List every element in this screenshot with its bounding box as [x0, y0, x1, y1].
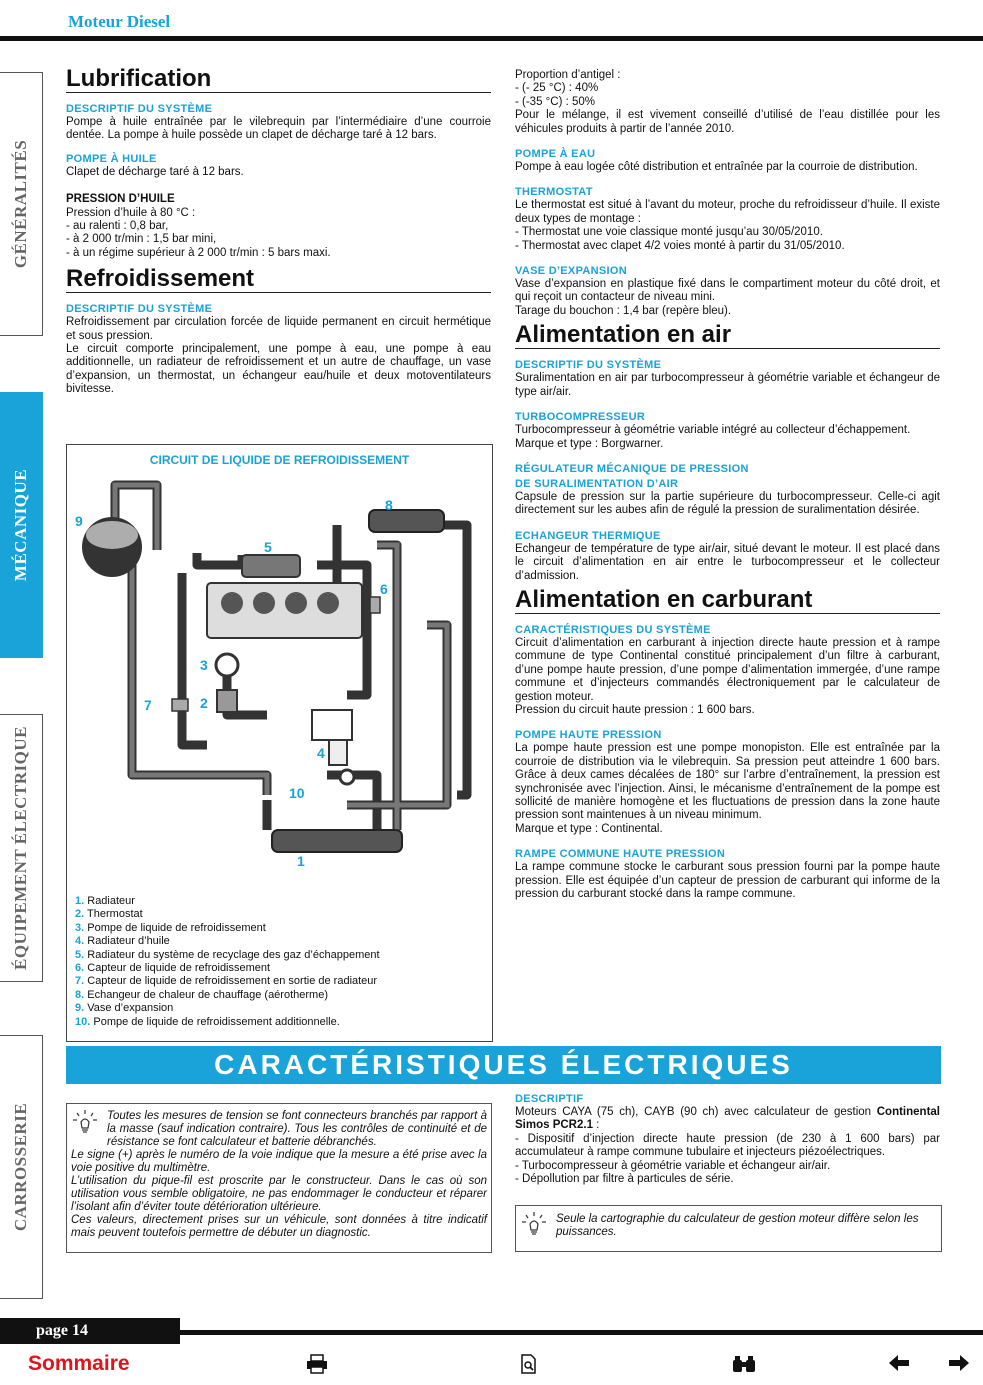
note-line: L’utilisation du pique-fil est proscrite par le constructeur. Dans le cas où son utilisation vous semble obligatoire, ne pas endommager le conducteur et réparer l’isolant afin d’éviter toute détérioration ultérieure.	[71, 1175, 487, 1213]
subheading: DE SURALIMENTATION D’AIR	[515, 477, 679, 490]
legend-item: 8. Echangeur de chaleur de chauffage (aérotherme)	[75, 988, 328, 1001]
electrical-description	[515, 1091, 940, 1186]
callout-4: 4	[317, 745, 325, 761]
paragraph: Suralimentation en air par turbocompresseur à géométrie variable et échangeur de type air/air.	[515, 372, 940, 398]
paragraph: - Dispositif d’injection directe haute pression (de 230 à 1 600 bars) par accumulateur à rampe commune tubulaire et injecteurs piézoélectriques.	[515, 1132, 940, 1159]
paragraph: Echangeur de température de type air/air, situé devant le moteur. Il est placé dans le circuit d’alimentation en air entre le turbocompresseur et le collecteur d’admission.	[515, 542, 940, 582]
section-banner: CARACTÉRISTIQUES ÉLECTRIQUES	[66, 1046, 941, 1084]
left-column	[66, 66, 491, 397]
legend-item: 5. Radiateur du système de recyclage des gaz d’échappement	[75, 948, 380, 961]
section-title-alimentation-carburant: Alimentation en carburant	[515, 587, 940, 614]
egr-cooler-shape	[242, 555, 300, 577]
legend-item: 4. Radiateur d’huile	[75, 935, 170, 948]
line: - au ralenti : 0,8 bar,	[66, 220, 169, 233]
legend-item: 9. Vase d’expansion	[75, 1002, 174, 1015]
section-title-alimentation-air: Alimentation en air	[515, 322, 940, 349]
subheading: CARACTÉRISTIQUES DU SYSTÈME	[515, 623, 711, 636]
legend-item: 2. Thermostat	[75, 908, 143, 921]
callout-1: 1	[297, 853, 305, 869]
legend-item: 3. Pompe de liquide de refroidissement	[75, 921, 266, 934]
paragraph: La rampe commune stocke le carburant sous pression fourni par la pompe haute pression. Elle est équipée d’un capteur de pression de carburant qui informe de la pression du carburant stocké dans la rampe commune.	[515, 861, 940, 901]
line: - Turbocompresseur à géométrie variable et échangeur air/air.	[515, 1159, 831, 1172]
subheading: VASE D’EXPANSION	[515, 265, 627, 278]
callout-3: 3	[200, 657, 208, 673]
subheading: PRESSION D’HUILE	[66, 193, 175, 206]
paragraph: La pompe haute pression est une pompe monopiston. Elle est entraînée par la courroie de distribution via le vilebrequin. Sa pression peut atteindre 1 600 bars. Grâce à deux cames décalées de 180° sur l’arbre d’entraînement, la pression est synchronisée avec l’injection. Ainsi, le mécanisme d’entraînement de la pompe est sollicité de manière homogène et les fluctuations de pression dans la zone haute pression sont maintenues à un niveau minimum.	[515, 742, 940, 822]
paragraph: Clapet de décharge taré à 12 bars.	[66, 165, 244, 178]
subheading: TURBOCOMPRESSEUR	[515, 411, 646, 424]
legend-item: 1. Radiateur	[75, 895, 135, 907]
line: Tarage du bouchon : 1,4 bar (repère bleu).	[515, 304, 732, 317]
line: - (- 25 °C) : 40%	[515, 82, 599, 95]
legend-item: 7. Capteur de liquide de refroidissement en sortie de radiateur	[75, 975, 378, 988]
line: - Dépollution par filtre à particules de série.	[515, 1173, 734, 1186]
line: Proportion d’antigel :	[515, 69, 621, 81]
subheading: DESCRIPTIF DU SYSTÈME	[66, 103, 213, 115]
line: Marque et type : Continental.	[515, 822, 663, 835]
legend-item: 10. Pompe de liquide de refroidissement additionnelle.	[75, 1015, 340, 1028]
cooling-circuit-figure	[66, 444, 493, 1042]
paragraph: Pompe à eau logée côté distribution et entraînée par la courroie de distribution.	[515, 161, 918, 174]
arrow-left-icon[interactable]	[888, 1354, 910, 1378]
line: Pression du circuit haute pression : 1 600 bars.	[515, 703, 755, 716]
info-note	[515, 1205, 942, 1252]
tab-label: CARROSSERIE	[11, 1102, 30, 1232]
note-line: Ces valeurs, directement prises sur un véhicule, sont données à titre indicatif mais peuvent toutefois permettre de débuter un diagnostic.	[71, 1214, 487, 1239]
subheading: POMPE HAUTE PRESSION	[515, 729, 662, 742]
callout-7: 7	[144, 697, 152, 713]
paragraph: Capsule de pression sur la partie supérieure du turbocompresseur. Celle-ci agit directement sur les aubes afin de régulé la pression de suralimentation désirée.	[515, 490, 940, 517]
paragraph: Moteurs CAYA (75 ch), CAYB (90 ch) avec calculateur de gestion Continental Simos PCR2.1 :	[515, 1106, 940, 1132]
subheading: THERMOSTAT	[515, 186, 593, 199]
oil-cooler-shape	[312, 710, 352, 740]
subheading: DESCRIPTIF	[515, 1093, 584, 1105]
paragraph: Refroidissement par circulation forcée de liquide permanent en circuit hermétique et sous pression.	[66, 316, 491, 342]
paragraph: Pompe à huile entraînée par le vilebrequin par l’intermédiaire d’une courroie dentée. La pompe à huile possède un clapet de décharge taré à 12 bars.	[66, 116, 491, 142]
line: - Thermostat avec clapet 4/2 voies monté à partir du 31/05/2010.	[515, 239, 845, 252]
header-rule	[0, 36, 983, 41]
callout-9: 9	[75, 513, 83, 529]
line: - à 2 000 tr/min : 1,5 bar mini,	[66, 233, 217, 246]
figure-title: CIRCUIT DE LIQUIDE DE REFROIDISSEMENT	[149, 453, 410, 467]
line: - Thermostat une voie classique monté jusqu’au 30/05/2010.	[515, 226, 823, 239]
printer-icon[interactable]	[306, 1354, 328, 1380]
tab-equipement-electrique[interactable]	[0, 714, 43, 982]
callout-6: 6	[380, 581, 388, 597]
heater-core-shape	[369, 510, 444, 532]
sommaire-link[interactable]: Sommaire	[28, 1352, 130, 1375]
binoculars-icon[interactable]	[731, 1354, 757, 1380]
subheading: ECHANGEUR THERMIQUE	[515, 529, 661, 542]
tab-label: ÉQUIPEMENT ÉLECTRIQUE	[11, 726, 30, 970]
tab-label: GÉNÉRALITÉS	[11, 139, 30, 269]
line: Turbocompresseur à géométrie variable intégré au collecteur d’échappement.	[515, 424, 911, 437]
line: Pression d’huile à 80 °C :	[66, 206, 196, 219]
cooling-circuit-diagram	[67, 445, 492, 885]
callout-8: 8	[385, 497, 393, 513]
note-line: Toutes les mesures de tension se font connecteurs branchés par rapport à la masse (sauf indication contraire). Tous les contrôles de continuité et de résistance se font calculateur et batterie débranchés.	[107, 1110, 487, 1148]
subheading: POMPE À EAU	[515, 148, 596, 161]
paragraph: Le thermostat est situé à l’avant du moteur, proche du refroidisseur d’huile. Il existe deux types de montage :	[515, 199, 940, 225]
paragraph: Vase d’expansion en plastique fixé dans le compartiment moteur du côté droit, et qui reçoit un contacteur de niveau mini.	[515, 278, 940, 304]
paragraph: Le circuit comporte principalement, une pompe à eau, une pompe à eau additionnelle, un radiateur de refroidissement et un autre de chauffage, un vase d’expansion, un thermostat, un échangeur eau/huile et deux motoventilateurs bivitesse.	[66, 343, 491, 396]
note-line: Seule la cartographie du calculateur de gestion moteur diffère selon les puissances.	[556, 1213, 919, 1238]
tab-generalites[interactable]	[0, 72, 43, 336]
subheading: DESCRIPTIF DU SYSTÈME	[66, 303, 213, 316]
line: - à un régime supérieur à 2 000 tr/min : 5 bars maxi.	[66, 246, 331, 259]
callout-10: 10	[289, 785, 305, 801]
section-title-refroidissement: Refroidissement	[66, 266, 491, 293]
figure-legend	[75, 895, 380, 1029]
water-pump-shape	[216, 654, 238, 676]
section-title-lubrification: Lubrification	[66, 66, 491, 93]
tab-mecanique[interactable]	[0, 392, 43, 658]
warning-note	[66, 1103, 492, 1253]
right-column	[515, 69, 940, 901]
callout-5: 5	[264, 539, 272, 555]
page-number: page 14	[0, 1318, 180, 1344]
tab-label: MÉCANIQUE	[11, 468, 30, 582]
subheading: POMPE À HUILE	[66, 152, 157, 165]
legend-item: 6. Capteur de liquide de refroidissement	[75, 962, 271, 975]
paragraph: Circuit d’alimentation en carburant à injection directe haute pression et à rampe commune de type Continental constitué principalement d’un filtre à carburant, d’une pompe haute pression, d’une pompe d’alimentation immergée, d’une rampe commune et d’injecteurs commandés électroniquement par le calculateur de gestion moteur.	[515, 636, 940, 703]
lightbulb-icon	[520, 1210, 548, 1238]
running-header: Moteur Diesel	[68, 12, 171, 31]
search-document-icon[interactable]	[520, 1354, 538, 1380]
subheading: RAMPE COMMUNE HAUTE PRESSION	[515, 848, 726, 861]
subheading: DESCRIPTIF DU SYSTÈME	[515, 359, 662, 372]
subheading: RÉGULATEUR MÉCANIQUE DE PRESSION	[515, 462, 749, 475]
paragraph: Pour le mélange, il est vivement conseillé d’utilisé de l’eau distillée pour les véhicules produits à partir de l’année 2010.	[515, 109, 940, 135]
radiator-shape	[272, 830, 402, 852]
line: - (-35 °C) : 50%	[515, 95, 596, 108]
callout-2: 2	[200, 695, 208, 711]
tab-carrosserie[interactable]	[0, 1035, 43, 1299]
note-line: Le signe (+) après le numéro de la voie indique que la mesure a été prise avec la voie positive du multimètre.	[71, 1149, 487, 1174]
line: Marque et type : Borgwarner.	[515, 437, 664, 450]
arrow-right-icon[interactable]	[948, 1354, 970, 1378]
